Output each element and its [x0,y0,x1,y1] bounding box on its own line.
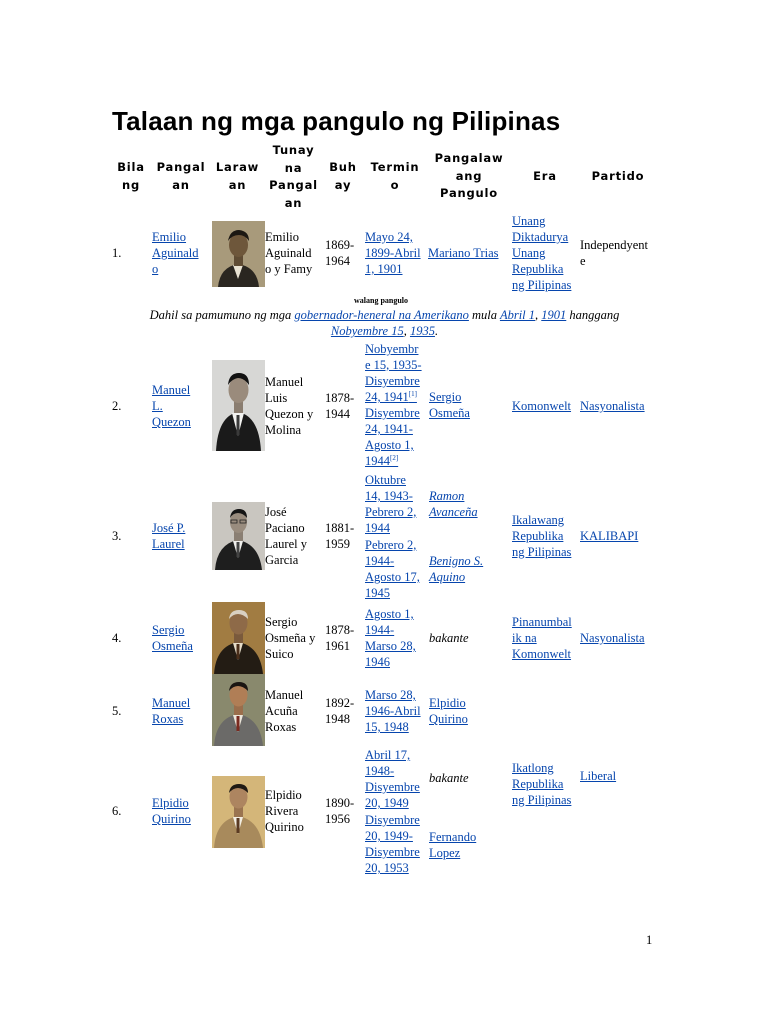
row-4-term-link[interactable]: Agosto 1, 1944- Marso 28, 1946 [365,607,416,669]
header-partido: Partido [591,169,645,183]
portrait-manuel-quezon [212,360,265,451]
row-5-vice-president-link[interactable]: Elpidio Quirino [429,696,468,726]
row-1-term-link[interactable]: Mayo 24, 1899-Abril 1, 1901 [365,230,421,276]
row-3-vice-president-1-link[interactable]: Ramon Avanceña [429,489,478,519]
row-2-term-2-link[interactable]: Disyembre 24, 1941- Agosto 1, 1944[2] [365,406,420,468]
header-termino: Termin o [370,160,420,192]
row-2-name-link[interactable]: Manuel L. Quezon [152,383,191,429]
row-6-party-link[interactable]: Liberal [580,769,617,783]
row-6-real-name: Elpidio Rivera Quirino [265,788,304,834]
row-1-number: 1. [112,246,122,260]
row-1-lifespan: 1869- 1964 [325,238,355,268]
header-buhay: Buh ay [329,160,357,192]
row-3-term-2-link[interactable]: Pebrero 2, 1944- Agosto 17, 1945 [365,538,420,600]
gobernador-heneral-link[interactable]: gobernador-heneral na Amerikano [294,308,469,322]
year-1935-link[interactable]: 1935 [409,324,435,338]
row-1-real-name: Emilio Aguinald o y Famy [265,230,313,276]
portrait-sergio-osmena [212,602,265,674]
row-4-lifespan: 1878- 1961 [325,623,355,653]
row-1-party: Independyent e [580,238,649,268]
header-pangalawang-pangulo: Pangalaw ang Pangulo [434,151,504,200]
page-number: 1 [646,933,653,947]
row-4-vice-president: bakante [429,631,469,645]
portrait-jose-p-laurel [212,502,265,570]
row-6-lifespan: 1890- 1956 [325,796,355,826]
row-3-term-1-link[interactable]: Oktubre 14, 1943- Pebrero 2, 1944 [365,473,417,535]
row-5-real-name: Manuel Acuña Roxas [265,688,304,734]
footnote-2[interactable]: [2] [390,453,399,462]
row-1-era-link[interactable]: Unang Diktadurya Unang Republika ng Pilipinas [512,214,572,292]
row-3-era-link[interactable]: Ikalawang Republika ng Pilipinas [512,513,572,559]
row-4-number: 4. [112,631,122,645]
row-5-number: 5. [112,704,122,718]
header-era: Era [533,169,557,183]
row-2-real-name: Manuel Luis Quezon y Molina [265,375,314,437]
row-6-name-link[interactable]: Elpidio Quirino [152,796,191,826]
row-4-era-link[interactable]: Pinanumbal ik na Komonwelt [512,615,572,661]
row-1-vice-president-link[interactable]: Mariano Trias [428,246,499,260]
row-6-term-1-link[interactable]: Abril 17, 1948- Disyembre 20, 1949 [365,748,420,810]
interregnum-note: Dahil sa pamumuno ng mga gobernador-heneral na Amerikano mula Abril 1, 1901 hanggang Nobyembre 15, 1935. [149,308,620,338]
row-6-number: 6. [112,804,122,818]
interregnum-small-note: walang pangulo [354,296,409,305]
header-tunay-na-pangalan: Tunay na Pangal an [269,143,318,210]
page-title: Talaan ng mga pangulo ng Pilipinas [112,106,561,136]
row-3-party-link[interactable]: KALIBAPI [580,529,639,543]
row-2-vice-president-link[interactable]: Sergio Osmeña [429,390,470,420]
year-1901-link[interactable]: 1901 [541,308,567,322]
row-6-vice-president-1: bakante [429,771,469,785]
row-2-lifespan: 1878- 1944 [325,391,355,421]
row-2-party-link[interactable]: Nasyonalista [580,399,645,413]
row-2-era-link[interactable]: Komonwelt [512,399,572,413]
row-3-name-link[interactable]: José P. Laurel [152,521,186,551]
row-6-era-link[interactable]: Ikatlong Republika ng Pilipinas [512,761,572,807]
portrait-manuel-roxas [212,674,265,746]
row-3-real-name: José Paciano Laurel y Garcia [265,505,307,567]
row-2-term-1-link[interactable]: Nobyembr e 15, 1935- Disyembre 24, 1941[1] [365,342,422,404]
row-6-vice-president-2-link[interactable]: Fernando Lopez [429,830,477,860]
row-3-vice-president-2-link[interactable]: Benigno S. Aquino [429,554,484,584]
portrait-emilio-aguinaldo [212,221,265,287]
header-pangalan: Pangal an [156,160,206,192]
row-4-real-name: Sergio Osmeña y Suico [265,615,316,661]
row-3-number: 3. [112,529,122,543]
header-bilang: Bila ng [117,160,145,192]
footnote-1[interactable]: [1] [408,389,417,398]
row-6-term-2-link[interactable]: Disyembre 20, 1949- Disyembre 20, 1953 [365,813,420,875]
row-1-name-link[interactable]: Emilio Aguinald o [152,230,199,276]
row-2-number: 2. [112,399,122,413]
row-5-term-link[interactable]: Marso 28, 1946-Abril 15, 1948 [365,688,421,734]
row-3-lifespan: 1881- 1959 [325,521,355,551]
nobyembre-15-link[interactable]: Nobyembre 15 [330,324,404,338]
row-4-name-link[interactable]: Sergio Osmeña [152,623,193,653]
row-4-party-link[interactable]: Nasyonalista [580,631,645,645]
row-5-lifespan: 1892- 1948 [325,696,355,726]
header-larawan: Laraw an [215,160,260,192]
portrait-elpidio-quirino [212,776,265,848]
row-5-name-link[interactable]: Manuel Roxas [152,696,191,726]
abril-1-link[interactable]: Abril 1 [499,308,536,322]
